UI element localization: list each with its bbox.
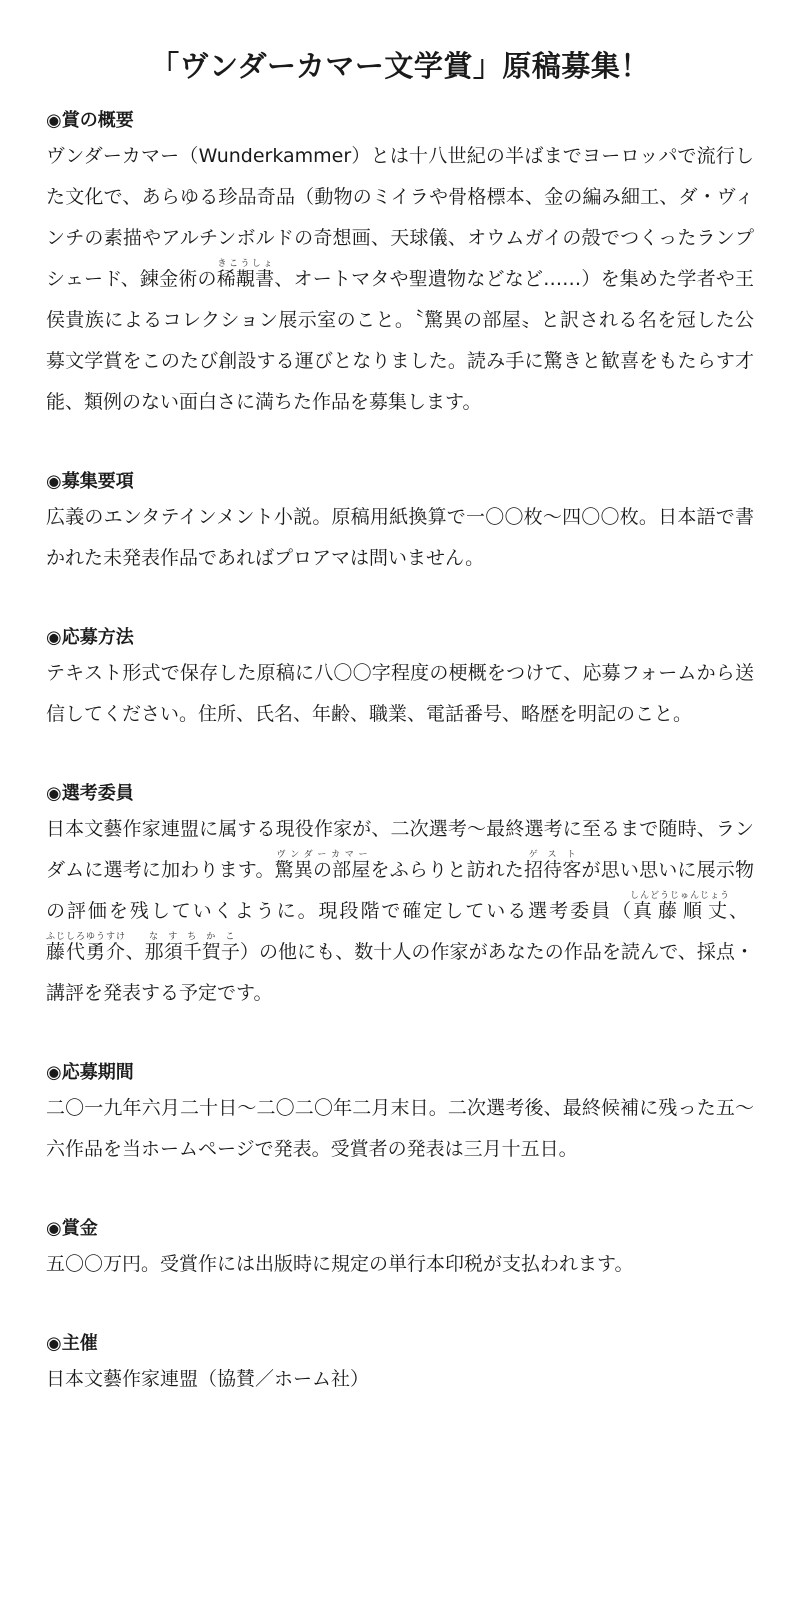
section-body-prize (46, 1244, 754, 1285)
page-title: 「ヴンダーカマー文学賞」原稿募集！ (150, 49, 650, 83)
section-prize (46, 1214, 754, 1285)
body-text: が思い思いに展示物の評価を残していくように。現段階で確定している選考委員（ (46, 859, 754, 922)
section-organizer (46, 1329, 754, 1400)
ruby-reading: しんどうじゅんじょう (630, 891, 731, 901)
ruby-base: 藤代勇介 (46, 941, 127, 963)
ruby-guest (523, 850, 582, 881)
body-text: 五〇〇万円。受賞作には出版時に規定の単行本印税が支払われます。 (46, 1253, 634, 1275)
section-body-period (46, 1088, 754, 1170)
ruby-wunderkammer (274, 850, 371, 881)
section-heading-period: ◉応募期間 (46, 1062, 134, 1083)
body-text: ）の他にも、数十人の作家があなたの作品を読んで、採点・講評を発表する予定です。 (46, 941, 754, 1004)
ruby-base: 稀覯書 (216, 268, 275, 290)
section-period (46, 1058, 754, 1170)
section-heading-prize: ◉賞金 (46, 1218, 98, 1239)
ruby-reading: なすちかこ (144, 932, 240, 942)
ruby-base: 招待客 (523, 859, 582, 881)
body-text: をふらりと訪れた (370, 859, 524, 881)
section-how-to-apply (46, 623, 754, 735)
section-heading-requirements: ◉募集要項 (46, 471, 134, 492)
body-text: ヴンダーカマー（Wunderkammer）とは十八世紀の半ばまでヨーロッパで流行した文化で、あらゆる珍品奇品（動物のミイラや骨格標本、金の編み細工、ダ・ヴィンチの素描やアルチンボルドの奇想画、天球儀、オウムガイの殻でつくったランプシェード、錬金術の (46, 145, 754, 290)
section-heading-overview: ◉賞の概要 (46, 110, 134, 131)
ruby-reading: ヴンダーカマー (274, 850, 371, 860)
ruby-base: 真藤順丈 (630, 900, 731, 922)
section-overview (46, 106, 754, 423)
section-judges (46, 779, 754, 1014)
body-text: 、オートマタや聖遺物などなど……）を集めた学者や王侯貴族によるコレクション展示室のこと。〝驚異の部屋〟と訳される名を冠した公募文学賞をこのたび創設する運びとなりました。読み手に驚きと歓喜をもたらす才能、類例のない面白さに満ちた作品を募集します。 (46, 268, 754, 413)
body-text: 日本文藝作家連盟（協賛／ホーム社） (46, 1368, 370, 1390)
section-heading-how-to-apply: ◉応募方法 (46, 627, 134, 648)
section-heading-judges: ◉選考委員 (46, 783, 134, 804)
section-heading-organizer: ◉主催 (46, 1333, 98, 1354)
ruby-judge-name (144, 932, 240, 963)
body-text: テキスト形式で保存した原稿に八〇〇字程度の梗概をつけて、応募フォームから送信してください。住所、氏名、年齢、職業、電話番号、略歴を明記のこと。 (46, 662, 754, 725)
ruby-reading: きこうしょ (216, 259, 275, 269)
section-body-organizer (46, 1359, 754, 1400)
body-text: 、 (125, 941, 145, 963)
body-text: 広義のエンタテインメント小説。原稿用紙換算で一〇〇枚～四〇〇枚。日本語で書かれた未発表作品であればプロアマは問いません。 (46, 506, 754, 569)
ruby-judge-name (630, 891, 731, 922)
body-text: 二〇一九年六月二十日～二〇二〇年二月末日。二次選考後、最終候補に残った五～六作品を当ホームページで発表。受賞者の発表は三月十五日。 (46, 1097, 754, 1160)
section-body-overview (46, 136, 754, 423)
section-body-how-to-apply (46, 653, 754, 735)
body-text: 、 (727, 900, 748, 922)
ruby-reading: ふじしろゆうすけ (46, 932, 127, 942)
section-requirements (46, 467, 754, 579)
section-body-requirements (46, 497, 754, 579)
ruby-base: 那須千賀子 (144, 941, 240, 963)
body-text: 日本文藝作家連盟に属する現役作家が、二次選考～最終選考に至るまで随時、ランダムに選考に加わります。 (46, 818, 754, 881)
section-body-judges (46, 809, 754, 1014)
ruby-base: 驚異の部屋 (274, 859, 371, 881)
ruby-reading: ゲスト (523, 850, 582, 860)
ruby-rare-books (216, 259, 275, 290)
ruby-judge-name (46, 932, 127, 963)
